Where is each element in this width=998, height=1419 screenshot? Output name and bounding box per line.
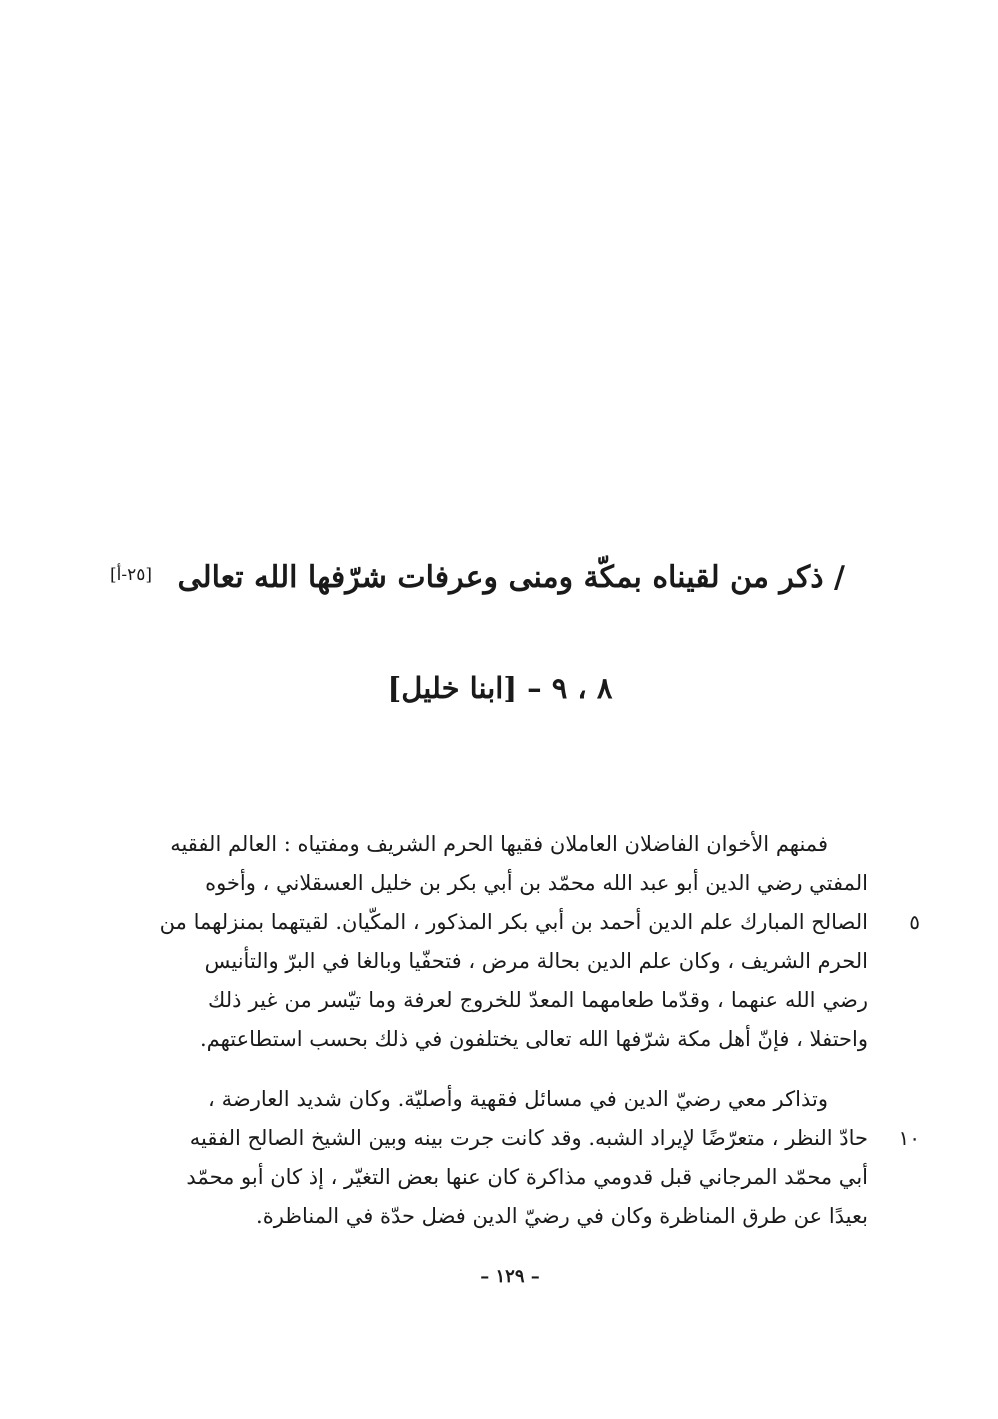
- line-text: المفتي رضي الدين أبو عبد الله محمّد بن أبي بكر بن خليل العسقلاني ، وأخوه: [205, 871, 868, 895]
- text-line: [170, 825, 868, 864]
- text-line: [189, 1119, 920, 1158]
- text-line: [205, 864, 868, 903]
- text-line: [159, 903, 920, 942]
- line-text: حادّ النظر ، متعرّضًا لإيراد الشبه. وقد كانت جرت بينه وبين الشيخ الصالح الفقيه: [189, 1126, 868, 1150]
- text-line: [199, 1020, 868, 1059]
- line-text: واحتفلا ، فإنّ أهل مكة شرّفها الله تعالى يختلفون في ذلك بحسب استطاعتهم.: [199, 1027, 868, 1051]
- line-number: ١٠: [898, 1126, 920, 1150]
- line-text: وتذاكر معي رضيّ الدين في مسائل فقهية وأصليّة. وكان شديد العارضة ،: [208, 1087, 828, 1111]
- paragraph-1: [159, 825, 920, 1059]
- chapter-title: / ذكر من لقيناه بمكّة ومنى وعرفات شرّفها الله تعالى: [177, 560, 845, 595]
- page-number: – ١٢٩ –: [480, 1266, 540, 1287]
- text-line: [186, 1158, 868, 1197]
- line-text: أبي محمّد المرجاني قبل قدومي مذاكرة كان عنها بعض التغيّر ، إذ كان أبو محمّد: [186, 1165, 868, 1189]
- text-line: [204, 942, 868, 981]
- line-number: ٥: [909, 910, 920, 934]
- line-text: بعيدًا عن طرق المناظرة وكان في رضيّ الدين فضل حدّة في المناظرة.: [256, 1204, 868, 1228]
- text-line: [208, 1197, 868, 1236]
- line-text: رضي الله عنهما ، وقدّما طعامهما المعدّ للخروج لعرفة وما تيّسر من غير ذلك: [208, 988, 868, 1012]
- line-text: الحرم الشريف ، وكان علم الدين بحالة مرض ، فتحفّيا وبالغا في البرّ والتأنيس: [204, 949, 868, 973]
- line-text: الصالح المبارك علم الدين أحمد بن أبي بكر المذكور ، المكّيان. لقيتهما بمنزلهما من: [159, 910, 868, 934]
- section-heading: ٨ ، ٩ – [ابنا خليل]: [387, 671, 613, 705]
- line-text: فمنهم الأخوان الفاضلان العاملان فقيها الحرم الشريف ومفتياه : العالم الفقيه: [170, 832, 828, 856]
- text-line: [208, 1080, 868, 1119]
- folio-marker: [٢٥-أ]: [109, 565, 152, 585]
- paragraph-2: [186, 1080, 920, 1236]
- text-line: [208, 981, 868, 1020]
